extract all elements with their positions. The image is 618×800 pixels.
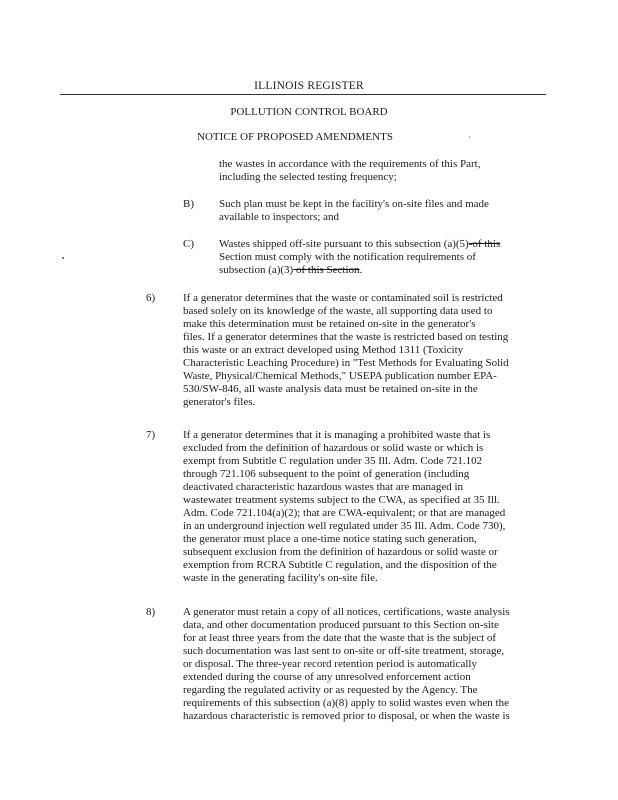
line: the generator must place a one-time notice stating such generation,	[183, 533, 477, 545]
line: exemption from RCRA Subtitle C regulation, and the disposition of the	[183, 559, 497, 571]
text: .	[359, 264, 363, 276]
line: 530/SW-846, all waste analysis data must be retained on-site in the	[183, 383, 478, 395]
line: Such plan must be kept in the facility's on-site files and made	[219, 198, 489, 210]
line: based solely on its knowledge of the waste, all supporting data used to	[183, 305, 493, 317]
line: generator's files.	[183, 396, 256, 408]
text: Wastes shipped off-site pursuant to this subsection (a)(5)	[219, 238, 469, 250]
line: such documentation was last sent to on-site or off-site treatment, storage,	[183, 645, 505, 657]
line: A generator must retain a copy of all notices, certifications, waste analysis	[183, 606, 510, 618]
line: in an underground injection well regulated under 35 Ill. Adm. Code 730),	[183, 520, 506, 532]
item-b-number: B)	[183, 198, 194, 210]
line: this waste or an extract developed using Method 1311 (Toxicity	[183, 344, 464, 356]
line: If a generator determines that the waste or contaminated soil is restricted	[183, 292, 503, 304]
line: make this determination must be retained on-site in the generator's	[183, 318, 476, 330]
margin-mark: ·	[468, 132, 471, 142]
struck-text: -of this	[468, 238, 501, 250]
header-rule	[60, 94, 546, 95]
line: for at least three years from the date that the waste that is the subject of	[183, 632, 497, 644]
line: excluded from the definition of hazardous or solid waste or which is	[183, 442, 484, 454]
board-title: POLLUTION CONTROL BOARD	[230, 106, 388, 118]
line: subsequent exclusion from the definition of hazardous or solid waste or	[183, 546, 498, 558]
line: exempt from Subtitle C regulation under 35 Ill. Adm. Code 721.102	[183, 455, 483, 467]
line: data, and other documentation produced pursuant to this Section on-site	[183, 619, 499, 631]
line: requirements of this subsection (a)(8) apply to solid wastes even when the	[183, 697, 509, 709]
item-6-number: 6)	[146, 292, 156, 304]
line: Adm. Code 721.104(a)(2); that are CWA-equivalent; or that are managed	[183, 507, 506, 519]
item-8-text	[183, 606, 510, 723]
line	[219, 251, 500, 264]
item-c-number: C)	[183, 238, 194, 250]
line	[219, 264, 500, 277]
line: available to inspectors; and	[219, 211, 340, 223]
scan-speck	[62, 257, 64, 259]
line: or disposal. The three-year record retention period is automatically	[183, 658, 477, 670]
line: files. If a generator determines that the waste is restricted based on testing	[183, 331, 509, 343]
text: must comply with the notification requirements of	[252, 251, 476, 263]
line: regarding the regulated activity or as requested by the Agency. The	[183, 684, 478, 696]
line: the wastes in accordance with the requirements of this Part,	[219, 158, 481, 170]
register-title: ILLINOIS REGISTER	[254, 80, 364, 92]
struck-text: of this Section	[293, 264, 360, 276]
line: extended during the course of any unresolved enforcement action	[183, 671, 471, 683]
item-7-number: 7)	[146, 429, 156, 441]
line: deactivated characteristic hazardous wastes that are managed in	[183, 481, 464, 493]
item-c-text	[219, 238, 500, 277]
line	[219, 238, 500, 251]
line: Characteristic Leaching Procedure) in "Test Methods for Evaluating Solid	[183, 357, 509, 369]
line: wastewater treatment systems subject to the CWA, as specified at 35 Ill.	[183, 494, 500, 506]
line: including the selected testing frequency;	[219, 171, 397, 183]
continuation-text	[219, 158, 480, 184]
item-b-text	[219, 198, 489, 224]
text: subsection (a)(3)	[219, 264, 294, 276]
item-8-number: 8)	[146, 606, 156, 618]
notice-title: NOTICE OF PROPOSED AMENDMENTS	[197, 131, 393, 143]
line: Waste, Physical/Chemical Methods," USEPA publication number EPA-	[183, 370, 497, 382]
line: waste in the generating facility's on-site file.	[183, 572, 378, 584]
item-6-text	[183, 292, 509, 409]
line: If a generator determines that it is managing a prohibited waste that is	[183, 429, 491, 441]
item-7-text	[183, 429, 505, 585]
text: Section	[219, 251, 252, 263]
line: hazardous characteristic is removed prior to disposal, or when the waste is	[183, 710, 510, 722]
line: through 721.106 subsequent to the point of generation (including	[183, 468, 470, 480]
